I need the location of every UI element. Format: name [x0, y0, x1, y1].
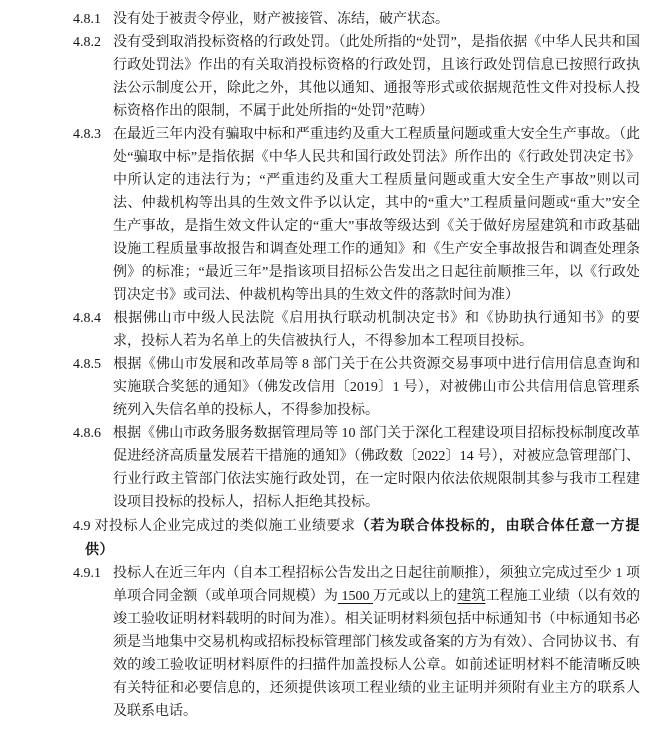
paragraph-4.9.1: [73, 562, 640, 723]
paragraph-4.9: [73, 514, 640, 562]
paragraph-4.8.5: [73, 353, 640, 422]
paragraph-number: 4.9.1: [73, 566, 101, 581]
document-body: [73, 8, 640, 723]
paragraph-4.8.2: [73, 31, 640, 123]
paragraph-4.8.3: [73, 123, 640, 307]
paragraph-4.8.4: [73, 307, 640, 353]
paragraph-4.8.6: [73, 422, 640, 514]
text-run: 投标人在近三年内（自本工程招标公告发出之日起往前顺推），须独立完成过至少 1 项单项合同金额（或单项合同规模）为: [113, 566, 640, 604]
text-run: 在最近三年内没有骗取中标和严重违约及重大工程质量问题或重大安全生产事故。（此处“骗取中标”是指依据《中华人民共和国行政处罚法》所作出的《行政处罚决定书》中所认定的违法行为；“严重违约及重大工程质量问题或重大安全生产事故”则以司法、仲裁机构等出具的生效文件予以认定，其中的“重大”工程质量问题或“重大”安全生产事故，是指生效文件认定的“重大”事故等级达到《关于做好房屋建筑和市政基础设施工程质量事故报告和调查处理工作的通知》和《生产安全事故报告和调查处理条例》的标准；“最近三年”是指该项目招标公告发出之日起往前顺推三年，以《行政处罚决定书》或司法、仲裁机构等出具的生效文件的落款时间为准）: [113, 127, 640, 303]
text-run: 万元或以上的: [373, 589, 458, 604]
underlined-text-run: 建筑: [457, 589, 486, 604]
underlined-text-run: 1500: [337, 589, 374, 604]
text-run: 根据《佛山市政务服务数据管理局等 10 部门关于深化工程建设项目招标投标制度改革促进经济高质量发展若干措施的通知》（佛政数〔2022〕14 号），对被应急管理部门、行业行政主管部门依法实施行政处罚，在一定时限内依法依规限制其参与我市工程建设项目投标的投标人，招标人拒绝其投标。: [113, 426, 640, 510]
text-run: 没有处于被责令停业，财产被接管、冻结，破产状态。: [113, 12, 449, 27]
text-run: 根据佛山市中级人民法院《启用执行联动机制决定书》和《协助执行通知书》的要求，投标人若为名单上的失信被执行人，不得参加本工程项目投标。: [113, 311, 640, 349]
paragraph-number: 4.8.1: [73, 12, 101, 27]
paragraph-number: 4.8.2: [73, 35, 101, 50]
paragraph-number: 4.9: [73, 519, 91, 534]
paragraph-number: 4.8.5: [73, 357, 101, 372]
text-run: 根据《佛山市发展和改革局等 8 部门关于在公共资源交易事项中进行信用信息查询和实施联合奖惩的通知》（佛发改信用〔2019〕1 号），对被佛山市公共信用信息管理系统列入失信名单的投标人，不得参加投标。: [113, 357, 640, 418]
bold-text-run: （若为联合体投标的，由联合体任意一方提供）: [85, 517, 640, 557]
paragraph-4.8.1: [73, 8, 640, 31]
text-run: 工程施工业绩（以有效的竣工验收证明材料载明的时间为准）。相关证明材料须包括中标通知书（中标通知书必须是当地集中交易机构或招标投标管理部门核发或备案的方为有效）、合同协议书、有效的竣工验收证明材料原件的扫描件加盖投标人公章。如前述证明材料不能清晰反映有关特征和必要信息的，还须提供该项工程业绩的业主证明并须附有业主方的联系人及联系电话。: [113, 589, 641, 719]
text-run: 没有受到取消投标资格的行政处罚。（此处所指的“处罚”，是指依据《中华人民共和国行政处罚法》作出的有关取消投标资格的行政处罚，且该行政处罚信息已按照行政执法公示制度公开，除此之外，其他以通知、通报等形式或依据规范性文件对投标人投标资格作出的限制，不属于此处所指的“处罚”范畴）: [113, 35, 640, 119]
paragraph-number: 4.8.6: [73, 426, 101, 441]
paragraph-number: 4.8.4: [73, 311, 101, 326]
paragraph-number: 4.8.3: [73, 127, 101, 142]
text-run: 对投标人企业完成过的类似施工业绩要求: [94, 519, 356, 534]
